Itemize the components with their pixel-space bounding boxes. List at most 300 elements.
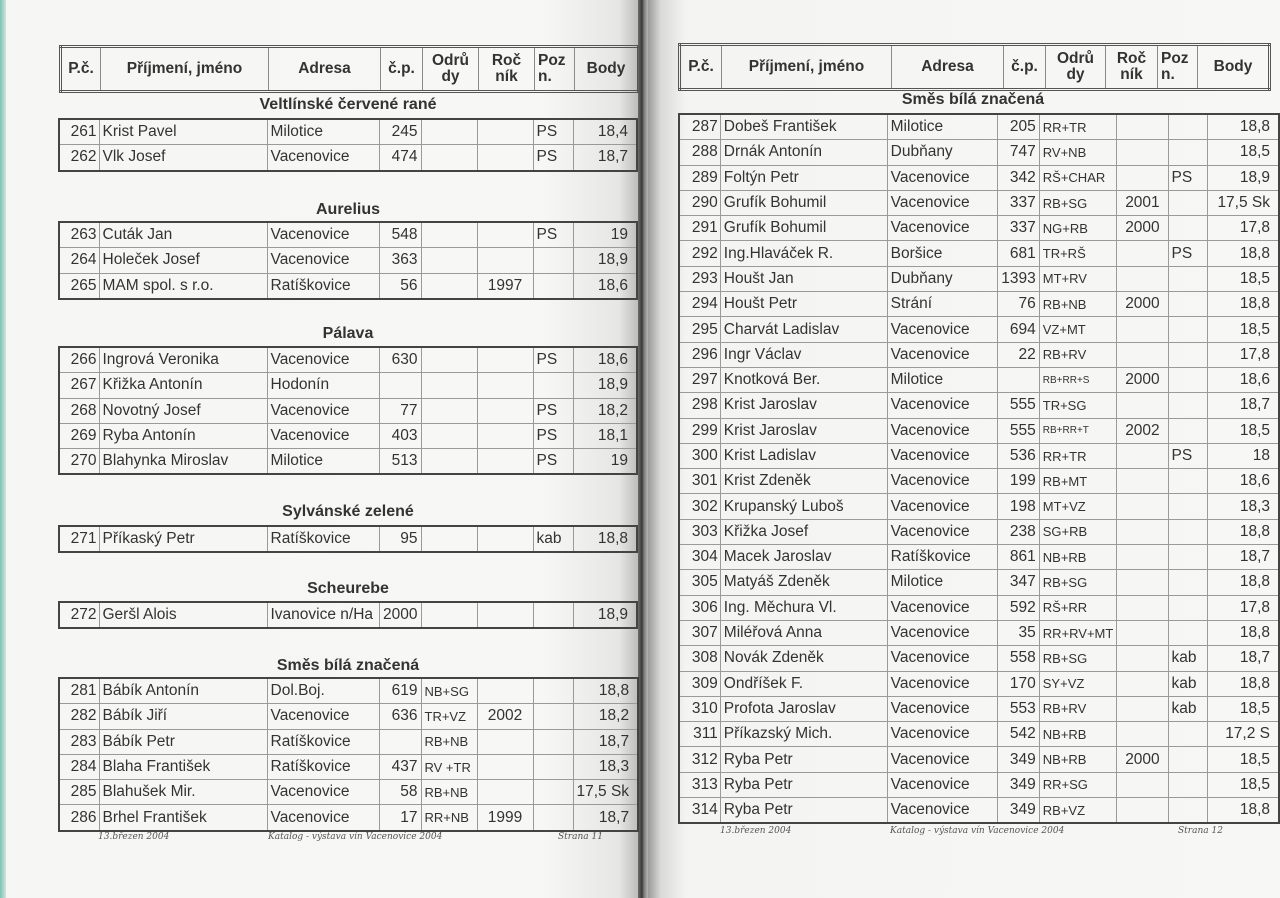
entry-vintage: 2000 xyxy=(1117,292,1168,317)
entry-address: Vacenovice xyxy=(267,805,379,831)
entry-varieties xyxy=(421,373,477,398)
section-title: Scheurebe xyxy=(307,580,389,597)
header-label: dy xyxy=(441,68,460,85)
table-row xyxy=(59,526,637,552)
entry-note xyxy=(533,248,573,273)
table-row xyxy=(679,266,1279,291)
entry-name: Ingr Václav xyxy=(720,342,887,367)
section-title: Sylvánské zelené xyxy=(282,503,414,520)
entry-address: Ivanovice n/Ha xyxy=(267,602,379,628)
entry-vintage xyxy=(477,423,533,448)
entry-address: Ratíškovice xyxy=(887,545,997,570)
table-row xyxy=(679,772,1279,797)
entry-number: 262 xyxy=(59,145,99,171)
entry-varieties: RŠ+CHAR xyxy=(1039,165,1117,190)
entry-score: 18,9 xyxy=(1207,165,1279,190)
table-row xyxy=(679,494,1279,519)
header-col-name xyxy=(101,47,269,92)
entry-name: Blahušek Mir. xyxy=(99,780,267,805)
table-row xyxy=(59,119,637,145)
entry-house-number: 342 xyxy=(997,165,1039,190)
entry-vintage xyxy=(1117,570,1168,595)
entry-score: 17,8 xyxy=(1207,216,1279,241)
entry-house-number: 245 xyxy=(379,119,421,145)
entry-vintage xyxy=(477,145,533,171)
entry-name: Novotný Josef xyxy=(99,398,267,423)
entry-address: Vacenovice xyxy=(887,418,997,443)
table-row xyxy=(679,696,1279,721)
entry-number: 285 xyxy=(59,780,99,805)
entry-number: 270 xyxy=(59,449,99,475)
table-row xyxy=(679,595,1279,620)
entry-score: 18,5 xyxy=(1207,266,1279,291)
entry-vintage xyxy=(1117,317,1168,342)
entry-vintage xyxy=(1117,494,1168,519)
entry-vintage: 2000 xyxy=(1117,747,1168,772)
entry-varieties xyxy=(421,248,477,273)
entry-house-number: 636 xyxy=(379,704,421,729)
entry-varieties: MT+RV xyxy=(1039,266,1117,291)
entry-address: Vacenovice xyxy=(267,780,379,805)
entry-address: Ratíškovice xyxy=(267,273,379,299)
entry-number: 286 xyxy=(59,805,99,831)
entry-number: 266 xyxy=(59,347,99,373)
entry-address: Vacenovice xyxy=(267,398,379,423)
entry-number: 311 xyxy=(679,722,720,747)
table-row xyxy=(679,620,1279,645)
entry-address: Vacenovice xyxy=(887,595,997,620)
entry-vintage xyxy=(1117,798,1168,824)
entry-house-number: 619 xyxy=(379,678,421,704)
entry-number: 300 xyxy=(679,443,720,468)
entry-number: 301 xyxy=(679,469,720,494)
entry-score: 18,5 xyxy=(1207,772,1279,797)
entry-house-number: 555 xyxy=(997,393,1039,418)
entry-house-number: 349 xyxy=(997,772,1039,797)
entry-note xyxy=(1168,393,1207,418)
footer-page-number: Strana 11 xyxy=(558,832,603,842)
entry-vintage: 1997 xyxy=(477,273,533,299)
entry-house-number: 437 xyxy=(379,754,421,779)
entry-note xyxy=(1168,494,1207,519)
entry-name: Ing. Měchura Vl. xyxy=(720,595,887,620)
entry-name: Brhel František xyxy=(99,805,267,831)
header-col-pc xyxy=(61,47,101,92)
entry-house-number: 558 xyxy=(997,646,1039,671)
entry-vintage xyxy=(1117,722,1168,747)
entry-score: 18,2 xyxy=(573,704,638,729)
entry-number: 306 xyxy=(679,595,720,620)
header-col-odrudy xyxy=(1046,45,1106,90)
entry-score: 18,8 xyxy=(1207,241,1279,266)
entry-number: 282 xyxy=(59,704,99,729)
entry-vintage xyxy=(1117,595,1168,620)
entry-note xyxy=(1168,747,1207,772)
entry-note: kab xyxy=(533,526,573,552)
entry-name: Miléřová Anna xyxy=(720,620,887,645)
entry-note xyxy=(533,602,573,628)
table-row xyxy=(679,165,1279,190)
entry-address: Vacenovice xyxy=(887,722,997,747)
entry-varieties: TR+VZ xyxy=(421,704,477,729)
entry-note xyxy=(1168,266,1207,291)
entry-score: 18,9 xyxy=(573,602,637,628)
table-row xyxy=(679,393,1279,418)
entry-varieties: RV +TR xyxy=(421,754,477,779)
entry-name: Ryba Antonín xyxy=(99,423,267,448)
entry-vintage xyxy=(477,373,533,398)
entry-varieties: RB+NB xyxy=(1039,292,1117,317)
entry-varieties: RB+RV xyxy=(1039,696,1117,721)
entry-note xyxy=(1168,570,1207,595)
table-row xyxy=(59,704,638,729)
header-label: Body xyxy=(1213,58,1253,75)
entry-address: Vacenovice xyxy=(887,494,997,519)
entry-score: 18,7 xyxy=(573,729,638,754)
entry-number: 272 xyxy=(59,602,99,628)
entry-address: Vacenovice xyxy=(887,671,997,696)
header-col-body xyxy=(575,47,639,92)
entries-table xyxy=(58,346,638,475)
footer-catalog-title: Katalog - výstava vín Vacenovice 2004 xyxy=(268,832,443,842)
entry-varieties xyxy=(421,398,477,423)
entry-note: PS xyxy=(533,398,573,423)
section-title: Aurelius xyxy=(315,201,380,218)
entry-vintage xyxy=(1117,620,1168,645)
entry-house-number xyxy=(379,373,421,398)
entry-address: Strání xyxy=(887,292,997,317)
entry-name: Charvát Ladislav xyxy=(720,317,887,342)
entry-note: PS xyxy=(533,145,573,171)
entry-number: 289 xyxy=(679,165,720,190)
entry-score: 18,7 xyxy=(1207,393,1279,418)
header-col-cp xyxy=(1004,45,1046,90)
entry-number: 268 xyxy=(59,398,99,423)
entry-score: 18,6 xyxy=(573,347,637,373)
entry-name: Blahynka Miroslav xyxy=(99,449,267,475)
entry-name: Holeček Josef xyxy=(99,248,267,273)
table-row xyxy=(59,398,637,423)
header-col-pozn xyxy=(1158,45,1198,90)
entry-score: 18,8 xyxy=(1207,671,1279,696)
entry-number: 307 xyxy=(679,620,720,645)
entry-note: kab xyxy=(1168,696,1207,721)
header-col-odrudy xyxy=(423,47,479,92)
entry-house-number: 555 xyxy=(997,418,1039,443)
entry-vintage xyxy=(477,780,533,805)
entry-name: Cuták Jan xyxy=(99,222,267,248)
entry-score: 18,9 xyxy=(573,373,637,398)
entry-number: 283 xyxy=(59,729,99,754)
entry-number: 269 xyxy=(59,423,99,448)
entry-house-number: 747 xyxy=(997,140,1039,165)
entry-note xyxy=(1168,722,1207,747)
entry-number: 263 xyxy=(59,222,99,248)
entry-address: Hodonín xyxy=(267,373,379,398)
header-label: Body xyxy=(586,60,626,77)
entries-table xyxy=(58,677,639,832)
entry-score: 18 xyxy=(1207,443,1279,468)
entry-address: Dubňany xyxy=(887,266,997,291)
entry-score: 18,5 xyxy=(1207,317,1279,342)
left-table-header xyxy=(59,45,640,93)
entry-address: Vacenovice xyxy=(887,696,997,721)
entry-varieties: RB+RV xyxy=(1039,342,1117,367)
entry-note xyxy=(1168,367,1207,392)
entry-number: 313 xyxy=(679,772,720,797)
header-label: P.č. xyxy=(68,60,94,77)
entry-address: Milotice xyxy=(887,114,997,140)
entry-house-number: 199 xyxy=(997,469,1039,494)
entry-number: 309 xyxy=(679,671,720,696)
table-row xyxy=(59,347,637,373)
table-row xyxy=(679,469,1279,494)
entry-score: 18,8 xyxy=(1207,292,1279,317)
entry-number: 287 xyxy=(679,114,720,140)
section-title: Směs bílá značená xyxy=(901,91,1045,108)
entry-vintage xyxy=(1117,696,1168,721)
entry-score: 18,5 xyxy=(1207,747,1279,772)
entry-varieties: RR+NB xyxy=(421,805,477,831)
entries-table xyxy=(58,118,638,172)
header-col-body xyxy=(1198,45,1270,90)
entry-vintage xyxy=(477,248,533,273)
entry-house-number: 205 xyxy=(997,114,1039,140)
entry-address: Milotice xyxy=(267,449,379,475)
entry-address: Vacenovice xyxy=(887,469,997,494)
entry-address: Vacenovice xyxy=(887,798,997,824)
entry-score: 18,2 xyxy=(573,398,637,423)
table-row xyxy=(59,273,637,299)
entry-house-number: 56 xyxy=(379,273,421,299)
entry-varieties: RB+VZ xyxy=(1039,798,1117,824)
entry-varieties xyxy=(421,222,477,248)
entry-house-number: 474 xyxy=(379,145,421,171)
header-col-pc xyxy=(680,45,722,90)
header-label: n. xyxy=(538,68,552,85)
entry-score: 18,8 xyxy=(573,678,638,704)
entry-vintage xyxy=(477,119,533,145)
entry-address: Vacenovice xyxy=(887,216,997,241)
header-label: Poz xyxy=(1161,50,1189,67)
header-label: Příjmení, jméno xyxy=(748,58,865,75)
entry-vintage xyxy=(477,678,533,704)
entry-name: Ingrová Veronika xyxy=(99,347,267,373)
entry-score: 19 xyxy=(573,449,637,475)
entry-varieties xyxy=(421,449,477,475)
entry-varieties: RB+SG xyxy=(1039,646,1117,671)
entry-vintage xyxy=(1117,393,1168,418)
entry-address: Boršice xyxy=(887,241,997,266)
entry-score: 18,8 xyxy=(1207,114,1279,140)
table-row xyxy=(679,570,1279,595)
entry-vintage xyxy=(477,754,533,779)
entry-vintage xyxy=(1117,241,1168,266)
table-row xyxy=(679,190,1279,215)
entry-address: Dol.Boj. xyxy=(267,678,379,704)
entry-score: 18,6 xyxy=(1207,367,1279,392)
entry-note: PS xyxy=(1168,165,1207,190)
entry-note xyxy=(1168,190,1207,215)
entry-score: 18,8 xyxy=(1207,570,1279,595)
entry-house-number: 170 xyxy=(997,671,1039,696)
entry-score: 18,9 xyxy=(573,248,637,273)
header-label: P.č. xyxy=(688,58,714,75)
entry-number: 298 xyxy=(679,393,720,418)
entry-vintage xyxy=(1117,165,1168,190)
entry-note: kab xyxy=(1168,646,1207,671)
header-label: ník xyxy=(1120,66,1143,83)
entry-score: 17,5 Sk xyxy=(573,780,638,805)
entry-note xyxy=(1168,545,1207,570)
entry-address: Vacenovice xyxy=(887,317,997,342)
entry-vintage: 2000 xyxy=(1117,367,1168,392)
entry-note xyxy=(533,373,573,398)
entry-address: Ratíškovice xyxy=(267,754,379,779)
table-row xyxy=(679,646,1279,671)
entry-vintage xyxy=(1117,443,1168,468)
entry-house-number: 17 xyxy=(379,805,421,831)
footer-date: 13.březen 2004 xyxy=(98,832,170,842)
entry-number: 314 xyxy=(679,798,720,824)
entry-score: 18,7 xyxy=(1207,646,1279,671)
entry-name: Blaha František xyxy=(99,754,267,779)
entry-name: MAM spol. s r.o. xyxy=(99,273,267,299)
entry-varieties: RR+RV+MT xyxy=(1039,620,1117,645)
table-row xyxy=(679,292,1279,317)
header-col-rocnik xyxy=(479,47,535,92)
entry-vintage xyxy=(1117,469,1168,494)
entry-number: 302 xyxy=(679,494,720,519)
table-row xyxy=(59,678,638,704)
entry-vintage: 2000 xyxy=(1117,216,1168,241)
table-row xyxy=(679,671,1279,696)
entry-address: Milotice xyxy=(267,119,379,145)
table-row xyxy=(679,342,1279,367)
entry-name: Knotková Ber. xyxy=(720,367,887,392)
entry-varieties: RB+NB xyxy=(421,780,477,805)
entry-varieties xyxy=(421,145,477,171)
entry-name: Ryba Petr xyxy=(720,798,887,824)
entry-name: Profota Jaroslav xyxy=(720,696,887,721)
entry-vintage xyxy=(1117,140,1168,165)
entry-number: 294 xyxy=(679,292,720,317)
section-title: Pálava xyxy=(322,325,374,342)
entry-varieties: SG+RB xyxy=(1039,519,1117,544)
entry-varieties xyxy=(421,347,477,373)
entry-vintage xyxy=(477,729,533,754)
header-col-name xyxy=(722,45,892,90)
entry-name: Křižka Antonín xyxy=(99,373,267,398)
entry-vintage xyxy=(477,449,533,475)
entry-score: 18,7 xyxy=(573,145,637,171)
entry-house-number: 694 xyxy=(997,317,1039,342)
entries-table xyxy=(58,221,638,300)
table-row xyxy=(679,140,1279,165)
entry-house-number: 548 xyxy=(379,222,421,248)
section-title: Směs bílá značená xyxy=(276,657,420,674)
entry-number: 284 xyxy=(59,754,99,779)
entry-name: Dobeš František xyxy=(720,114,887,140)
entry-note: PS xyxy=(533,347,573,373)
entry-number: 261 xyxy=(59,119,99,145)
entry-house-number: 35 xyxy=(997,620,1039,645)
entry-name: Ryba Petr xyxy=(720,747,887,772)
entry-score: 17,2 S xyxy=(1207,722,1279,747)
entry-house-number: 681 xyxy=(997,241,1039,266)
entry-house-number: 363 xyxy=(379,248,421,273)
entry-varieties: VZ+MT xyxy=(1039,317,1117,342)
entry-house-number xyxy=(379,729,421,754)
entry-house-number: 76 xyxy=(997,292,1039,317)
entry-score: 17,8 xyxy=(1207,595,1279,620)
table-row xyxy=(679,114,1279,140)
entry-house-number: 337 xyxy=(997,190,1039,215)
entry-varieties: RB+SG xyxy=(1039,190,1117,215)
table-row xyxy=(59,373,637,398)
header-label: Roč xyxy=(491,52,522,69)
entry-note xyxy=(533,704,573,729)
entry-number: 281 xyxy=(59,678,99,704)
entry-name: Krist Jaroslav xyxy=(720,393,887,418)
entry-house-number xyxy=(997,367,1039,392)
entry-name: Vlk Josef xyxy=(99,145,267,171)
entry-varieties xyxy=(421,602,477,628)
header-col-pozn xyxy=(535,47,575,92)
entry-name: Grufík Bohumil xyxy=(720,190,887,215)
entry-name: Drnák Antonín xyxy=(720,140,887,165)
entry-house-number: 861 xyxy=(997,545,1039,570)
entry-varieties: NB+SG xyxy=(421,678,477,704)
entry-name: Grufík Bohumil xyxy=(720,216,887,241)
entry-name: Krist Ladislav xyxy=(720,443,887,468)
entry-name: Houšt Petr xyxy=(720,292,887,317)
entry-number: 271 xyxy=(59,526,99,552)
entry-house-number: 238 xyxy=(997,519,1039,544)
table-row xyxy=(679,747,1279,772)
entry-house-number: 349 xyxy=(997,747,1039,772)
entry-house-number: 513 xyxy=(379,449,421,475)
entry-vintage xyxy=(1117,342,1168,367)
entry-varieties: RB+RR+T xyxy=(1039,418,1117,443)
entry-name: Krist Jaroslav xyxy=(720,418,887,443)
entry-house-number: 22 xyxy=(997,342,1039,367)
entry-vintage xyxy=(477,222,533,248)
entry-number: 267 xyxy=(59,373,99,398)
entry-score: 18,8 xyxy=(1207,519,1279,544)
table-row xyxy=(679,722,1279,747)
entry-name: Křižka Josef xyxy=(720,519,887,544)
entry-varieties: NG+RB xyxy=(1039,216,1117,241)
entries-table xyxy=(58,525,638,553)
header-label: Adresa xyxy=(298,60,351,77)
entry-house-number: 347 xyxy=(997,570,1039,595)
entry-number: 305 xyxy=(679,570,720,595)
entry-address: Vacenovice xyxy=(267,704,379,729)
entry-address: Dubňany xyxy=(887,140,997,165)
entry-varieties xyxy=(421,423,477,448)
entry-name: Ryba Petr xyxy=(720,772,887,797)
entry-house-number: 542 xyxy=(997,722,1039,747)
entry-name: Příkazský Mich. xyxy=(720,722,887,747)
entry-note: PS xyxy=(533,119,573,145)
entry-score: 18,5 xyxy=(1207,418,1279,443)
table-row xyxy=(679,798,1279,824)
header-col-rocnik xyxy=(1106,45,1158,90)
entry-house-number: 1393 xyxy=(997,266,1039,291)
header-label: č.p. xyxy=(1011,58,1038,75)
entries-table xyxy=(678,113,1280,824)
